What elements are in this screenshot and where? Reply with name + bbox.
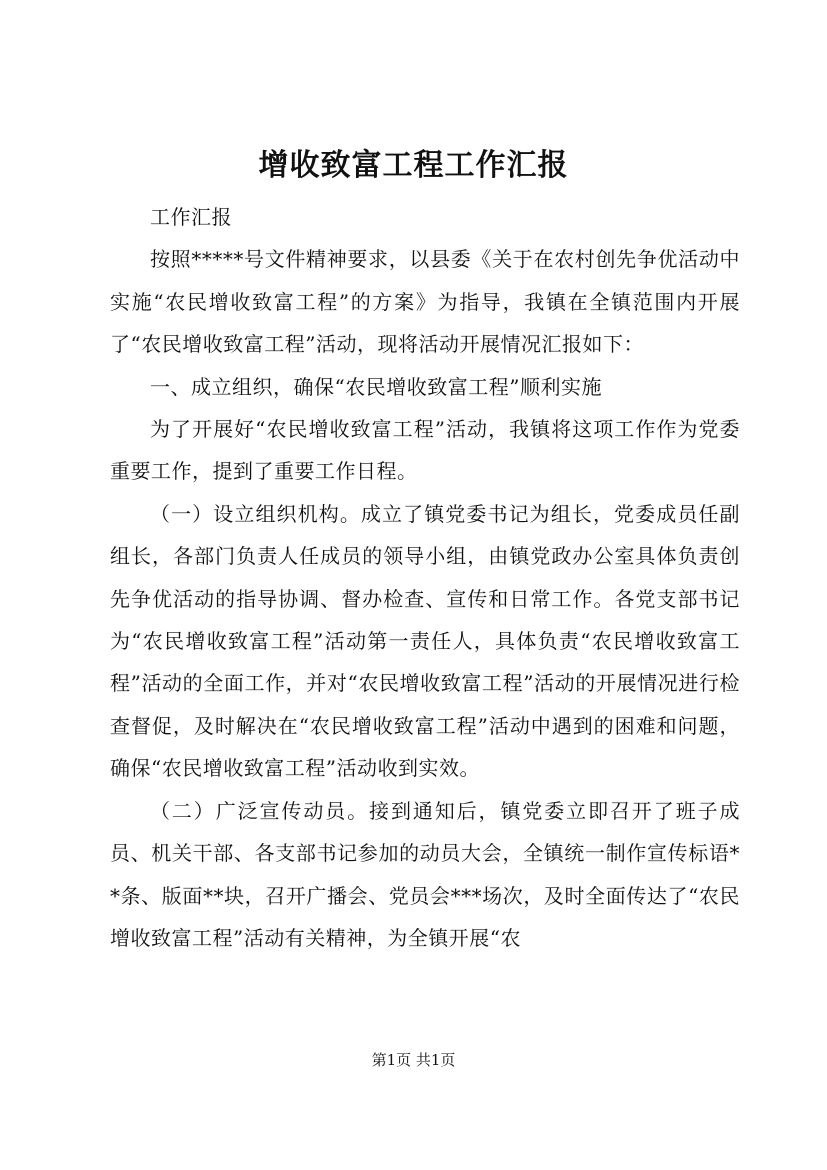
paragraph-heading-work-report: 工作汇报: [150, 205, 232, 229]
document-body: [110, 196, 740, 959]
page-footer: 第1页 共1页: [371, 1051, 456, 1069]
section-heading-1: 一、成立组织，确保“农民增收致富工程”顺利实施: [150, 374, 602, 399]
paragraph-organization: （一）设立组织机构。成立了镇党委书记为组长，党委成员任副组长，各部门负责人任成员的领导小组，由镇党政办公室具体负责创先争优活动的指导协调、督办检查、宣传和日常工作。各党支部书记为“农民增收致富工程”活动第一责任人，具体负责“农民增收致富工程”活动的全面工作，并对“农民增收致富工程”活动的开展情况进行检查督促，及时解决在“农民增收致富工程”活动中遇到的困难和问题，确保“农民增收致富工程”活动收到实效。: [110, 501, 740, 781]
paragraph-section-1: 为了开展好“农民增收致富工程”活动，我镇将这项工作作为党委重要工作，提到了重要工作日程。: [110, 417, 740, 484]
document-title: 增收致富工程工作汇报: [258, 148, 569, 183]
paragraph-publicity: （二）广泛宣传动员。接到通知后，镇党委立即召开了班子成员、机关干部、各支部书记参加的动员大会，全镇统一制作宣传标语**条、版面**块，召开广播会、党员会***场次，及时全面传达了“农民增收致富工程”活动有关精神，为全镇开展“农: [110, 798, 740, 950]
paragraph-intro: 按照*****号文件精神要求，以县委《关于在农村创先争优活动中实施“农民增收致富工程”的方案》为指导，我镇在全镇范围内开展了“农民增收致富工程”活动，现将活动开展情况汇报如下：: [110, 247, 740, 357]
